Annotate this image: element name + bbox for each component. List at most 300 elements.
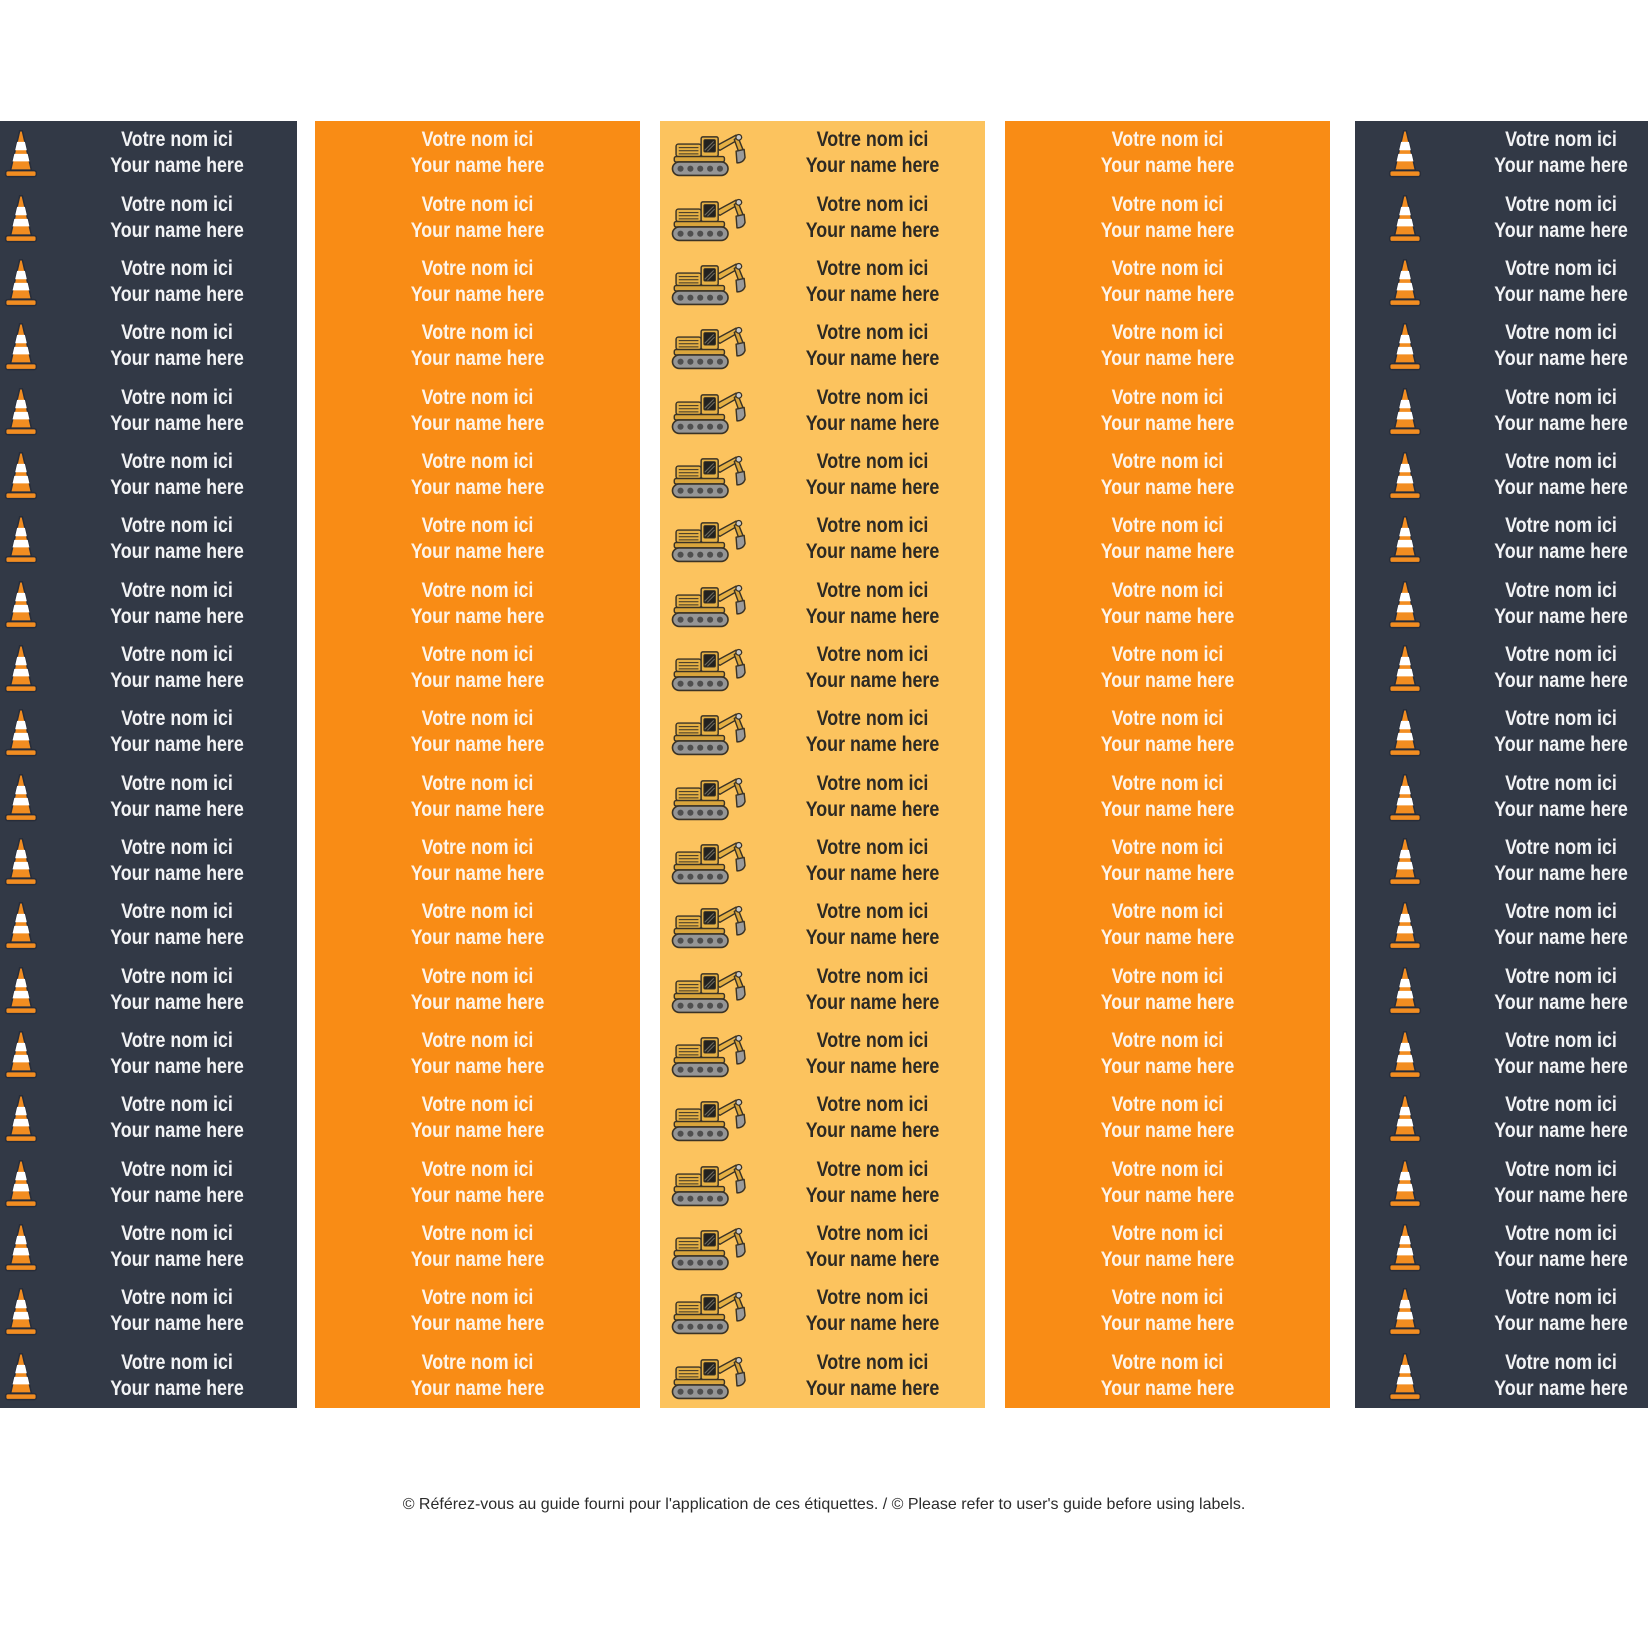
icon-box	[1, 1092, 41, 1144]
label-text	[777, 320, 968, 372]
label-line-en: Your name here	[1100, 540, 1235, 564]
label-cell	[1355, 314, 1648, 378]
label-text	[1459, 1092, 1648, 1144]
label-line-en: Your name here	[1100, 154, 1235, 178]
label-line-fr: Votre nom ici	[816, 1222, 929, 1246]
icon-box	[1385, 642, 1425, 694]
label-text	[777, 771, 968, 823]
excavator-icon	[668, 642, 754, 694]
label-text	[1029, 899, 1305, 951]
label-cell	[1005, 1022, 1330, 1086]
label-cell	[315, 1086, 640, 1150]
label-text	[1029, 513, 1305, 565]
label-cell	[660, 507, 985, 571]
label-cell	[1355, 1086, 1648, 1150]
label-cell	[1355, 378, 1648, 442]
label-line-fr: Votre nom ici	[1505, 578, 1617, 602]
icon-box	[1, 1350, 41, 1402]
label-line-fr: Votre nom ici	[1505, 1157, 1617, 1181]
icon-box	[668, 899, 754, 951]
label-text	[339, 1285, 615, 1337]
label-text	[1459, 1221, 1648, 1273]
label-line-fr: Votre nom ici	[1505, 835, 1617, 859]
label-cell	[315, 1151, 640, 1215]
label-line-en: Your name here	[110, 1376, 244, 1400]
traffic-cone-icon	[2, 835, 40, 887]
label-cell	[660, 571, 985, 635]
label-line-fr: Votre nom ici	[121, 578, 233, 602]
label-line-en: Your name here	[805, 990, 940, 1014]
label-line-en: Your name here	[410, 540, 545, 564]
label-cell	[660, 1215, 985, 1279]
label-line-en: Your name here	[805, 282, 940, 306]
icon-box	[668, 1350, 754, 1402]
label-text	[1029, 256, 1305, 308]
label-line-fr: Votre nom ici	[1505, 128, 1617, 152]
label-text	[1459, 706, 1648, 758]
label-cell	[0, 957, 297, 1021]
label-cell	[1355, 443, 1648, 507]
label-text	[339, 513, 615, 565]
label-line-en: Your name here	[410, 604, 545, 628]
label-text	[75, 449, 279, 501]
label-line-en: Your name here	[805, 218, 940, 242]
icon-box	[1385, 964, 1425, 1016]
label-line-en: Your name here	[805, 733, 940, 757]
traffic-cone-icon	[1386, 899, 1424, 951]
label-line-fr: Votre nom ici	[421, 1157, 534, 1181]
label-text	[777, 578, 968, 630]
label-cell	[315, 636, 640, 700]
label-cell	[660, 378, 985, 442]
traffic-cone-icon	[2, 1285, 40, 1337]
excavator-icon	[668, 192, 754, 244]
icon-box	[1, 449, 41, 501]
label-cell	[315, 507, 640, 571]
excavator-icon	[668, 1221, 754, 1273]
excavator-icon	[668, 127, 754, 179]
traffic-cone-icon	[2, 1092, 40, 1144]
label-text	[339, 706, 615, 758]
label-cell	[1005, 1151, 1330, 1215]
label-cell	[660, 1279, 985, 1343]
label-line-fr: Votre nom ici	[1111, 578, 1224, 602]
label-cell	[1355, 571, 1648, 635]
icon-box	[1, 964, 41, 1016]
excavator-icon	[668, 256, 754, 308]
label-column-5	[1355, 121, 1648, 1408]
icon-box	[668, 256, 754, 308]
label-cell	[1005, 507, 1330, 571]
label-line-fr: Votre nom ici	[1111, 449, 1224, 473]
label-line-fr: Votre nom ici	[1505, 256, 1617, 280]
label-line-en: Your name here	[110, 1119, 244, 1143]
traffic-cone-icon	[2, 1028, 40, 1080]
label-text	[777, 192, 968, 244]
label-line-fr: Votre nom ici	[121, 1028, 233, 1052]
label-cell	[315, 764, 640, 828]
label-text	[339, 835, 615, 887]
traffic-cone-icon	[1386, 1350, 1424, 1402]
label-line-fr: Votre nom ici	[421, 514, 534, 538]
label-line-en: Your name here	[1100, 475, 1235, 499]
label-cell	[0, 314, 297, 378]
label-cell	[660, 185, 985, 249]
label-line-en: Your name here	[110, 540, 244, 564]
icon-box	[668, 1157, 754, 1209]
label-column-1	[0, 121, 297, 1408]
label-cell	[660, 1086, 985, 1150]
label-cell	[1005, 829, 1330, 893]
label-line-en: Your name here	[110, 411, 244, 435]
label-line-en: Your name here	[1100, 1119, 1235, 1143]
label-line-en: Your name here	[1100, 733, 1235, 757]
icon-box	[1, 513, 41, 565]
label-line-fr: Votre nom ici	[1505, 1028, 1617, 1052]
label-text	[75, 1350, 279, 1402]
label-line-en: Your name here	[805, 411, 940, 435]
excavator-icon	[668, 899, 754, 951]
label-line-en: Your name here	[1494, 282, 1628, 306]
traffic-cone-icon	[1386, 127, 1424, 179]
label-cell	[1355, 700, 1648, 764]
label-cell	[315, 121, 640, 185]
label-line-en: Your name here	[410, 990, 545, 1014]
icon-box	[668, 513, 754, 565]
label-cell	[315, 700, 640, 764]
icon-box	[1, 706, 41, 758]
label-line-fr: Votre nom ici	[121, 256, 233, 280]
label-cell	[1005, 1279, 1330, 1343]
label-line-en: Your name here	[1494, 733, 1628, 757]
label-line-en: Your name here	[110, 475, 244, 499]
label-line-fr: Votre nom ici	[816, 449, 929, 473]
label-text	[1029, 127, 1305, 179]
label-text	[1029, 835, 1305, 887]
label-line-fr: Votre nom ici	[1505, 449, 1617, 473]
label-line-fr: Votre nom ici	[121, 642, 233, 666]
label-cell	[1005, 1344, 1330, 1408]
excavator-icon	[668, 706, 754, 758]
label-cell	[0, 1279, 297, 1343]
label-line-en: Your name here	[110, 1183, 244, 1207]
label-line-fr: Votre nom ici	[1505, 900, 1617, 924]
label-line-fr: Votre nom ici	[816, 1157, 929, 1181]
label-text	[777, 449, 968, 501]
label-text	[1459, 192, 1648, 244]
label-line-en: Your name here	[1494, 154, 1628, 178]
traffic-cone-icon	[1386, 449, 1424, 501]
label-line-en: Your name here	[1494, 411, 1628, 435]
label-text	[1459, 835, 1648, 887]
label-text	[75, 835, 279, 887]
icon-box	[1385, 1350, 1425, 1402]
label-line-fr: Votre nom ici	[816, 1350, 929, 1374]
label-text	[339, 1092, 615, 1144]
label-text	[1459, 127, 1648, 179]
label-cell	[315, 185, 640, 249]
excavator-icon	[668, 771, 754, 823]
label-line-fr: Votre nom ici	[421, 1286, 534, 1310]
label-line-en: Your name here	[805, 1119, 940, 1143]
label-cell	[315, 443, 640, 507]
label-line-en: Your name here	[410, 1119, 545, 1143]
icon-box	[1385, 513, 1425, 565]
label-line-fr: Votre nom ici	[816, 835, 929, 859]
label-line-en: Your name here	[110, 347, 244, 371]
label-line-en: Your name here	[110, 990, 244, 1014]
label-text	[1029, 1350, 1305, 1402]
label-line-en: Your name here	[1100, 1248, 1235, 1272]
label-cell	[0, 378, 297, 442]
label-text	[75, 964, 279, 1016]
label-line-fr: Votre nom ici	[121, 771, 233, 795]
label-cell	[1355, 250, 1648, 314]
icon-box	[668, 1092, 754, 1144]
label-column-4	[1005, 121, 1330, 1408]
label-cell	[1005, 636, 1330, 700]
label-line-en: Your name here	[410, 861, 545, 885]
traffic-cone-icon	[2, 578, 40, 630]
label-text	[1459, 642, 1648, 694]
traffic-cone-icon	[2, 642, 40, 694]
icon-box	[668, 835, 754, 887]
icon-box	[1, 1028, 41, 1080]
label-line-fr: Votre nom ici	[816, 578, 929, 602]
label-line-fr: Votre nom ici	[121, 1157, 233, 1181]
label-text	[339, 899, 615, 951]
label-cell	[1355, 1022, 1648, 1086]
label-line-en: Your name here	[110, 926, 244, 950]
label-line-en: Your name here	[410, 282, 545, 306]
icon-box	[1, 256, 41, 308]
label-line-en: Your name here	[1100, 1183, 1235, 1207]
label-line-en: Your name here	[1100, 1376, 1235, 1400]
label-cell	[0, 1086, 297, 1150]
label-cell	[660, 1022, 985, 1086]
label-text	[1029, 706, 1305, 758]
label-line-fr: Votre nom ici	[816, 514, 929, 538]
label-text	[1459, 449, 1648, 501]
traffic-cone-icon	[1386, 1028, 1424, 1080]
traffic-cone-icon	[1386, 1285, 1424, 1337]
label-line-en: Your name here	[1100, 411, 1235, 435]
traffic-cone-icon	[2, 192, 40, 244]
label-line-fr: Votre nom ici	[121, 900, 233, 924]
label-line-en: Your name here	[805, 347, 940, 371]
label-line-fr: Votre nom ici	[1505, 964, 1617, 988]
label-line-fr: Votre nom ici	[816, 642, 929, 666]
label-text	[75, 771, 279, 823]
traffic-cone-icon	[2, 1350, 40, 1402]
label-line-en: Your name here	[805, 1248, 940, 1272]
label-line-fr: Votre nom ici	[421, 1222, 534, 1246]
label-cell	[0, 764, 297, 828]
label-line-en: Your name here	[410, 926, 545, 950]
label-text	[777, 642, 968, 694]
label-line-en: Your name here	[1494, 540, 1628, 564]
label-line-fr: Votre nom ici	[816, 964, 929, 988]
traffic-cone-icon	[1386, 706, 1424, 758]
excavator-icon	[668, 1285, 754, 1337]
traffic-cone-icon	[1386, 513, 1424, 565]
label-cell	[315, 378, 640, 442]
icon-box	[1385, 385, 1425, 437]
label-line-en: Your name here	[410, 411, 545, 435]
label-line-en: Your name here	[110, 668, 244, 692]
label-cell	[1005, 764, 1330, 828]
icon-box	[1385, 1157, 1425, 1209]
label-cell	[1355, 957, 1648, 1021]
label-text	[339, 1350, 615, 1402]
label-line-fr: Votre nom ici	[421, 128, 534, 152]
label-text	[75, 1221, 279, 1273]
label-cell	[315, 571, 640, 635]
label-line-en: Your name here	[110, 604, 244, 628]
traffic-cone-icon	[1386, 1157, 1424, 1209]
label-line-en: Your name here	[410, 1376, 545, 1400]
footer-usage-note: © Référez-vous au guide fourni pour l'application de ces étiquettes. / © Please refer to user's guide before using labels.	[402, 1496, 1246, 1513]
icon-box	[1385, 127, 1425, 179]
excavator-icon	[668, 513, 754, 565]
label-line-fr: Votre nom ici	[816, 321, 929, 345]
label-cell	[1355, 636, 1648, 700]
icon-box	[1385, 899, 1425, 951]
label-text	[1459, 320, 1648, 372]
label-text	[339, 1157, 615, 1209]
label-text	[777, 1285, 968, 1337]
label-line-fr: Votre nom ici	[1111, 514, 1224, 538]
excavator-icon	[668, 1350, 754, 1402]
label-line-fr: Votre nom ici	[816, 256, 929, 280]
label-line-fr: Votre nom ici	[1111, 385, 1224, 409]
label-line-en: Your name here	[110, 154, 244, 178]
label-line-en: Your name here	[805, 154, 940, 178]
label-text	[75, 899, 279, 951]
label-cell	[0, 571, 297, 635]
label-cell	[1005, 443, 1330, 507]
label-column-2	[315, 121, 640, 1408]
label-text	[777, 513, 968, 565]
label-line-fr: Votre nom ici	[1505, 707, 1617, 731]
excavator-icon	[668, 964, 754, 1016]
label-text	[777, 1350, 968, 1402]
label-cell	[660, 1151, 985, 1215]
icon-box	[1385, 320, 1425, 372]
label-line-en: Your name here	[805, 1183, 940, 1207]
label-text	[339, 385, 615, 437]
label-cell	[0, 829, 297, 893]
traffic-cone-icon	[2, 964, 40, 1016]
label-line-fr: Votre nom ici	[421, 900, 534, 924]
label-line-fr: Votre nom ici	[421, 642, 534, 666]
traffic-cone-icon	[1386, 964, 1424, 1016]
label-line-fr: Votre nom ici	[816, 900, 929, 924]
label-text	[75, 320, 279, 372]
label-line-fr: Votre nom ici	[816, 1093, 929, 1117]
label-text	[1029, 578, 1305, 630]
label-line-fr: Votre nom ici	[121, 1222, 233, 1246]
label-cell	[660, 957, 985, 1021]
label-cell	[660, 250, 985, 314]
excavator-icon	[668, 578, 754, 630]
label-line-en: Your name here	[805, 926, 940, 950]
label-line-fr: Votre nom ici	[421, 321, 534, 345]
icon-box	[668, 1028, 754, 1080]
traffic-cone-icon	[2, 1157, 40, 1209]
label-text	[75, 385, 279, 437]
traffic-cone-icon	[1386, 771, 1424, 823]
label-line-fr: Votre nom ici	[421, 835, 534, 859]
icon-box	[1, 642, 41, 694]
label-cell	[660, 893, 985, 957]
label-line-en: Your name here	[110, 218, 244, 242]
traffic-cone-icon	[2, 449, 40, 501]
label-cell	[0, 893, 297, 957]
label-line-en: Your name here	[805, 1312, 940, 1336]
label-cell	[315, 250, 640, 314]
label-text	[1459, 771, 1648, 823]
label-text	[339, 449, 615, 501]
label-text	[777, 256, 968, 308]
label-line-fr: Votre nom ici	[421, 1093, 534, 1117]
label-line-fr: Votre nom ici	[121, 707, 233, 731]
label-text	[339, 192, 615, 244]
label-line-en: Your name here	[410, 1054, 545, 1078]
label-line-fr: Votre nom ici	[1505, 514, 1617, 538]
label-line-fr: Votre nom ici	[1111, 771, 1224, 795]
traffic-cone-icon	[2, 899, 40, 951]
label-cell	[0, 1344, 297, 1408]
label-text	[1029, 1092, 1305, 1144]
icon-box	[668, 771, 754, 823]
label-cell	[315, 1215, 640, 1279]
label-line-en: Your name here	[1100, 218, 1235, 242]
label-text	[1029, 385, 1305, 437]
label-text	[777, 1221, 968, 1273]
traffic-cone-icon	[2, 320, 40, 372]
label-line-fr: Votre nom ici	[121, 192, 233, 216]
label-line-en: Your name here	[805, 861, 940, 885]
label-line-en: Your name here	[1100, 1054, 1235, 1078]
excavator-icon	[668, 835, 754, 887]
label-cell	[1005, 314, 1330, 378]
label-cell	[660, 636, 985, 700]
label-line-en: Your name here	[1494, 218, 1628, 242]
label-line-fr: Votre nom ici	[816, 707, 929, 731]
label-line-en: Your name here	[805, 540, 940, 564]
label-line-fr: Votre nom ici	[121, 514, 233, 538]
icon-box	[668, 1285, 754, 1337]
excavator-icon	[668, 1157, 754, 1209]
label-text	[1459, 513, 1648, 565]
icon-box	[1, 192, 41, 244]
label-line-fr: Votre nom ici	[1111, 1286, 1224, 1310]
label-line-fr: Votre nom ici	[421, 449, 534, 473]
label-text	[339, 771, 615, 823]
traffic-cone-icon	[1386, 192, 1424, 244]
label-cell	[1005, 1215, 1330, 1279]
label-text	[339, 320, 615, 372]
label-line-fr: Votre nom ici	[816, 192, 929, 216]
label-line-fr: Votre nom ici	[1111, 1157, 1224, 1181]
icon-box	[1, 385, 41, 437]
label-line-fr: Votre nom ici	[816, 1028, 929, 1052]
label-cell	[0, 1151, 297, 1215]
label-line-en: Your name here	[1100, 861, 1235, 885]
label-text	[339, 642, 615, 694]
label-cell	[0, 121, 297, 185]
